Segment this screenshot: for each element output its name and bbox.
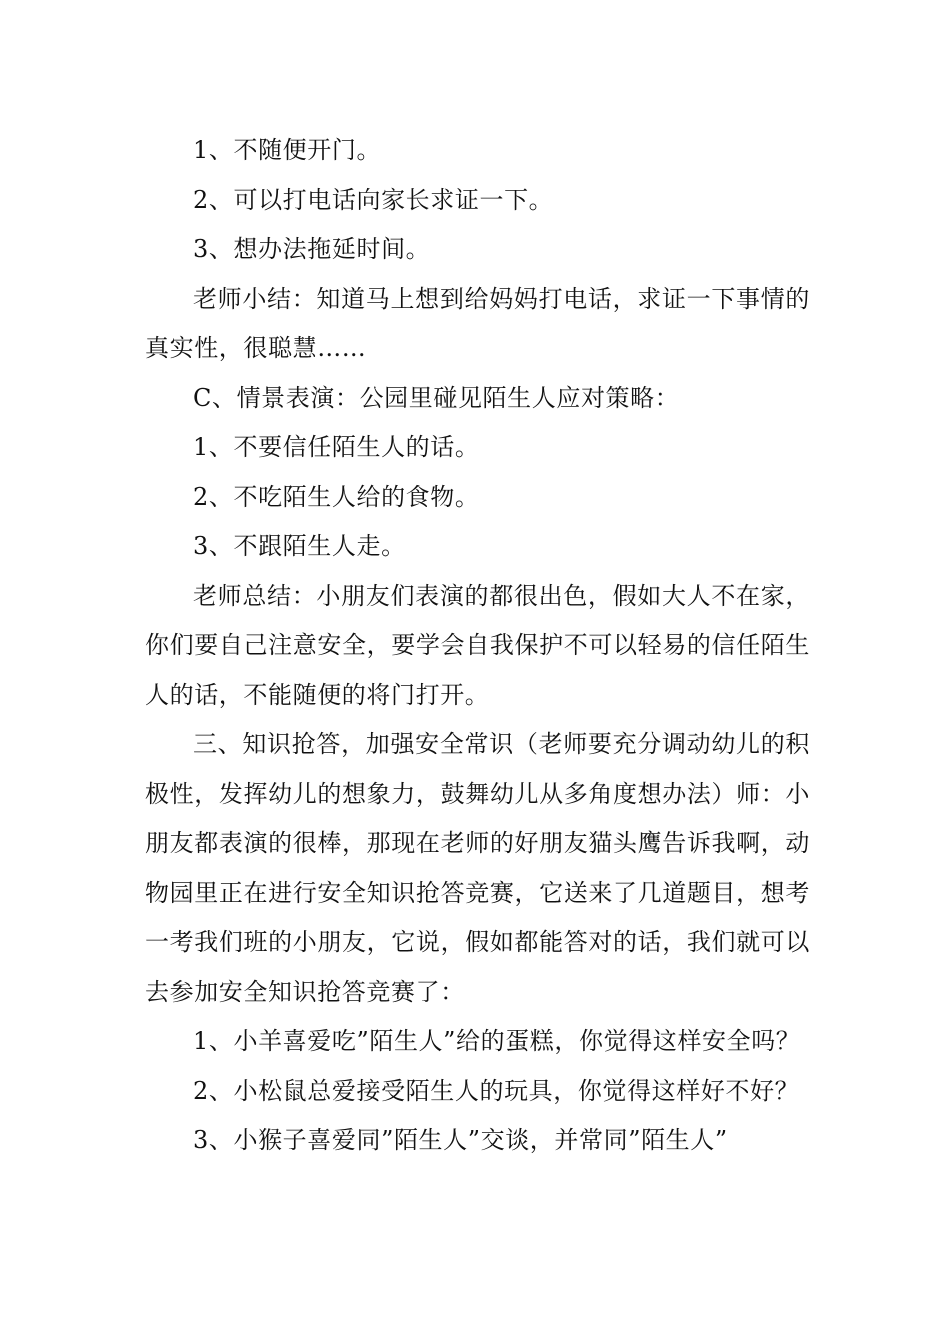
paragraph-8: 3、不跟陌生人走。	[193, 532, 406, 560]
paragraph-2: 2、可以打电话向家长求证一下。	[193, 185, 554, 214]
paragraph-6: 1、不要信任陌生人的话。	[193, 433, 480, 461]
paragraph-10: 三、知识抢答，加强安全常识（老师要充分调动幼儿的积极性，发挥幼儿的想象力，鼓舞幼儿从多角度想办法）师：小朋友都表演的很棒，那现在老师的好朋友猫头鹰告诉我啊，动物园里正在进行安全知识抢答竞赛，它送来了几道题目，想考一考我们班的小朋友，它说，假如都能答对的话，我们就可以去参加安全知识抢答竞赛了：	[145, 730, 810, 1006]
paragraph-4: 老师小结：知道马上想到给妈妈打电话，求证一下事情的真实性，很聪慧……	[145, 284, 810, 362]
paragraph-9: 老师总结：小朋友们表演的都很出色，假如大人不在家，你们要自己注意安全，要学会自我保护不可以轻易的信任陌生人的话，不能随便的将门打开。	[145, 581, 810, 709]
document-body	[145, 126, 810, 1166]
paragraph-5: C、情景表演：公园里碰见陌生人应对策略：	[193, 383, 680, 412]
paragraph-11: 1、小羊喜爱吃”陌生人”给的蛋糕，你觉得这样安全吗？	[193, 1027, 801, 1055]
paragraph-12: 2、小松鼠总爱接受陌生人的玩具，你觉得这样好不好？	[193, 1076, 800, 1105]
paragraph-3: 3、想办法拖延时间。	[193, 235, 431, 263]
paragraph-13: 3、小猴子喜爱同”陌生人”交谈，并常同”陌生人”	[193, 1126, 728, 1154]
paragraph-1: 1、不随便开门。	[193, 136, 382, 164]
paragraph-7: 2、不吃陌生人给的食物。	[193, 482, 480, 511]
